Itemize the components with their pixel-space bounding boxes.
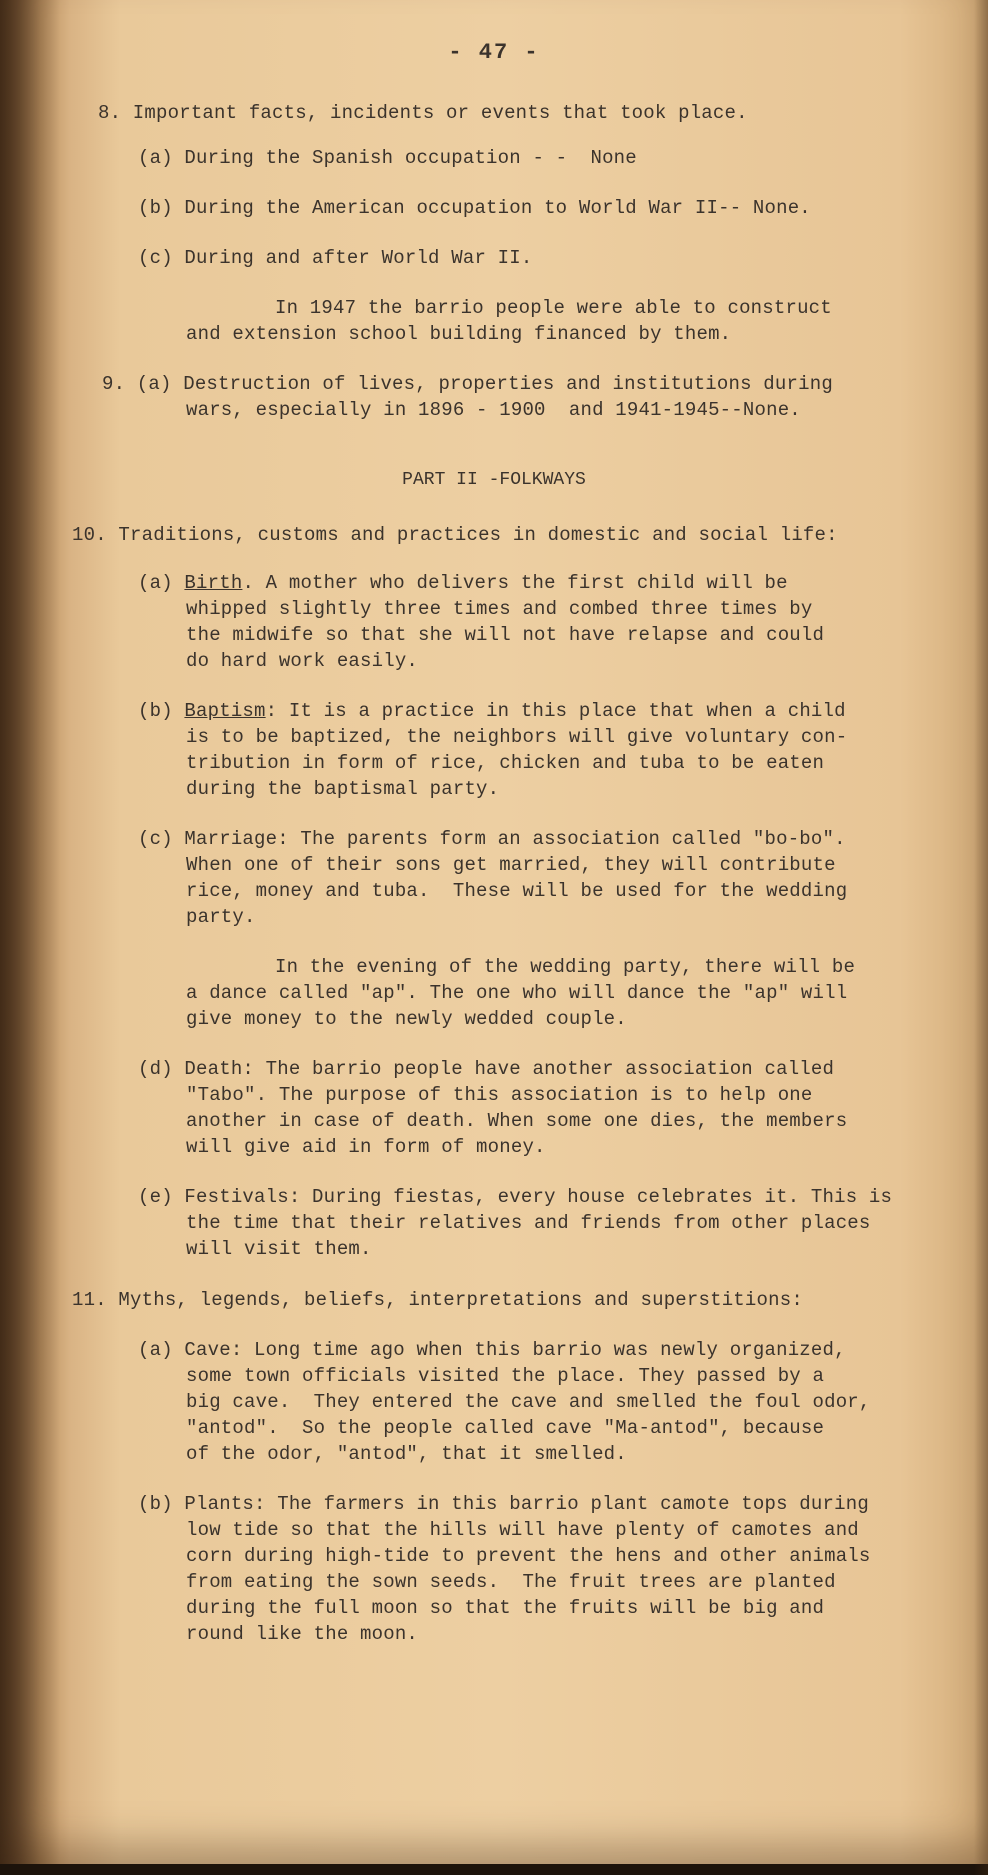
item-10c-line3: rice, money and tuba. These will be used for the wedding bbox=[186, 880, 848, 902]
item-8b: (b) During the American occupation to World War II-- None. bbox=[138, 197, 811, 219]
item-11b-line2: low tide so that the hills will have plenty of camotes and bbox=[186, 1519, 859, 1541]
item-11b-line6: round like the moon. bbox=[186, 1623, 419, 1645]
item-11a-line4: "antod". So the people called cave "Ma-antod", because bbox=[186, 1417, 825, 1439]
item-8c: (c) During and after World War II. bbox=[138, 247, 533, 269]
item-10d-line3: another in case of death. When some one dies, the members bbox=[186, 1110, 848, 1132]
item-11a-line5: of the odor, "antod", that it smelled. bbox=[186, 1443, 627, 1465]
item-10a-first-rest: . A mother who delivers the first child will be bbox=[242, 572, 788, 594]
item-9-line1: 9. (a) Destruction of lives, properties and institutions during bbox=[102, 373, 833, 395]
item-10a-term: Birth bbox=[184, 572, 243, 594]
item-10d-line4: will give aid in form of money. bbox=[186, 1136, 546, 1158]
item-10e-line2: the time that their relatives and friends from other places bbox=[186, 1212, 871, 1234]
page-number: - 47 - bbox=[448, 40, 540, 65]
item-11b-line3: corn during high-tide to prevent the hens and other animals bbox=[186, 1545, 871, 1567]
item-10c2-line3: give money to the newly wedded couple. bbox=[186, 1008, 627, 1030]
item-10b-label: (b) bbox=[138, 700, 185, 722]
item-10e-line1: (e) Festivals: During fiestas, every house celebrates it. This is bbox=[138, 1186, 893, 1208]
item-10-heading: 10. Traditions, customs and practices in domestic and social life: bbox=[72, 524, 838, 546]
item-10a-label: (a) bbox=[138, 572, 185, 594]
item-8c-body-line2: and extension school building financed by them. bbox=[186, 323, 732, 345]
item-10b-line2: is to be baptized, the neighbors will give voluntary con- bbox=[186, 726, 848, 748]
item-10c-line2: When one of their sons get married, they will contribute bbox=[186, 854, 836, 876]
item-10a-line4: do hard work easily. bbox=[186, 650, 419, 672]
item-10e-line3: will visit them. bbox=[186, 1238, 372, 1260]
item-9-line2: wars, especially in 1896 - 1900 and 1941-1945--None. bbox=[186, 399, 801, 421]
item-10b-line1 bbox=[138, 698, 846, 724]
item-8-heading: 8. Important facts, incidents or events that took place. bbox=[98, 102, 748, 124]
item-10b-line4: during the baptismal party. bbox=[186, 778, 500, 800]
item-11a-line1: (a) Cave: Long time ago when this barrio was newly organized, bbox=[138, 1339, 846, 1361]
item-10c-line4: party. bbox=[186, 906, 256, 928]
item-10b-term: Baptism bbox=[184, 700, 266, 722]
item-10b-line3: tribution in form of rice, chicken and tuba to be eaten bbox=[186, 752, 825, 774]
item-10a-line2: whipped slightly three times and combed three times by bbox=[186, 598, 813, 620]
item-10d-line1: (d) Death: The barrio people have another association called bbox=[138, 1058, 835, 1080]
item-11b-line4: from eating the sown seeds. The fruit trees are planted bbox=[186, 1571, 836, 1593]
item-11-heading: 11. Myths, legends, beliefs, interpretations and superstitions: bbox=[72, 1289, 803, 1311]
part-heading: PART II -FOLKWAYS bbox=[402, 470, 586, 490]
item-11a-line2: some town officials visited the place. They passed by a bbox=[186, 1365, 825, 1387]
item-10b-first-rest: : It is a practice in this place that when a child bbox=[265, 700, 846, 722]
item-10c-line1: (c) Marriage: The parents form an association called "bo-bo". bbox=[138, 828, 846, 850]
page-bottom-edge bbox=[0, 1864, 988, 1875]
item-10a-line3: the midwife so that she will not have relapse and could bbox=[186, 624, 825, 646]
item-10c2-line2: a dance called "ap". The one who will dance the "ap" will bbox=[186, 982, 848, 1004]
item-10c2-line1: In the evening of the wedding party, there will be bbox=[275, 956, 856, 978]
item-10a-line1 bbox=[138, 570, 788, 596]
item-11b-line5: during the full moon so that the fruits will be big and bbox=[186, 1597, 825, 1619]
item-8c-body-line1: In 1947 the barrio people were able to construct bbox=[275, 297, 832, 319]
item-11b-line1: (b) Plants: The farmers in this barrio plant camote tops during bbox=[138, 1493, 869, 1515]
item-8a: (a) During the Spanish occupation - - None bbox=[138, 147, 637, 169]
item-10d-line2: "Tabo". The purpose of this association is to help one bbox=[186, 1084, 813, 1106]
item-11a-line3: big cave. They entered the cave and smelled the foul odor, bbox=[186, 1391, 871, 1413]
